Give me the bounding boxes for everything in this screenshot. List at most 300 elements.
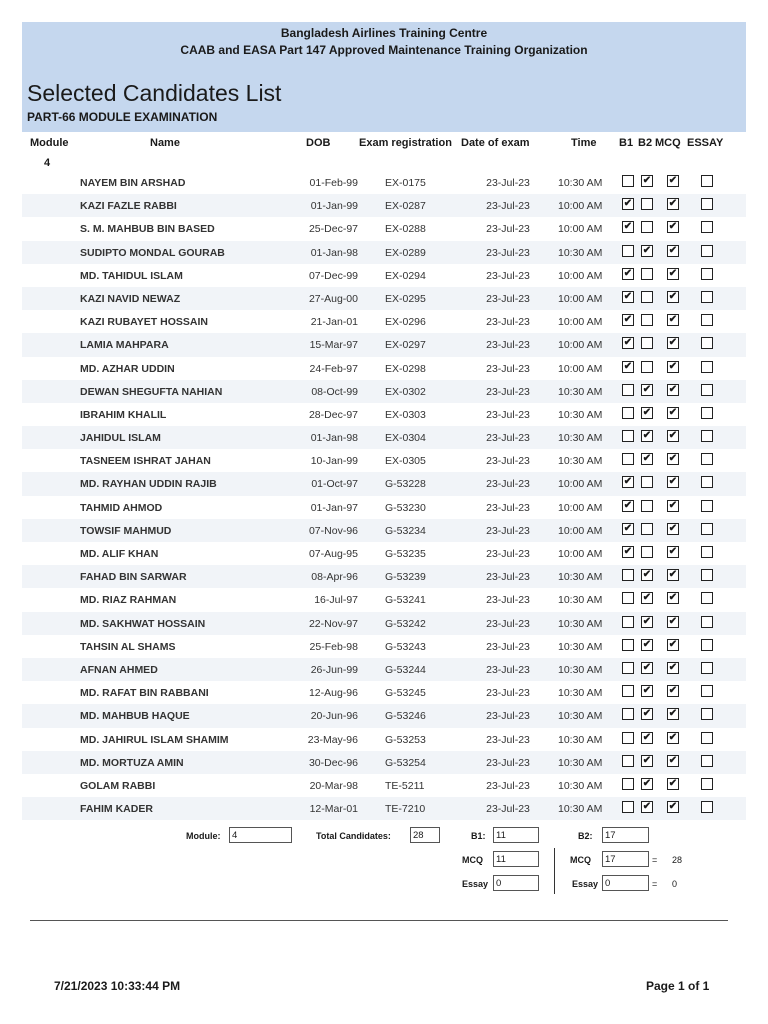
candidate-name: LAMIA MAHPARA xyxy=(80,339,169,352)
candidate-dob: 26-Jun-99 xyxy=(310,663,358,676)
summary-b1-label: B1: xyxy=(471,831,486,841)
b2-checkbox[interactable] xyxy=(641,221,653,233)
essay-checkbox[interactable] xyxy=(701,523,713,535)
b1-checkbox[interactable] xyxy=(622,755,634,767)
candidate-exam-date: 23-Jul-23 xyxy=(486,803,530,816)
candidate-exam-time: 10:30 AM xyxy=(558,779,603,792)
candidate-exam-date: 23-Jul-23 xyxy=(486,779,530,792)
candidate-name: S. M. MAHBUB BIN BASED xyxy=(80,223,215,236)
candidate-exam-time: 10:00 AM xyxy=(558,524,603,537)
b2-checkbox[interactable] xyxy=(641,546,653,558)
b1-checkbox[interactable]: ✔ xyxy=(623,198,633,210)
candidate-name: DEWAN SHEGUFTA NAHIAN xyxy=(80,385,223,398)
b2-checkbox[interactable]: ✔ xyxy=(642,638,652,650)
candidate-name: KAZI FAZLE RABBI xyxy=(80,200,177,213)
essay-checkbox[interactable] xyxy=(701,430,713,442)
b1-checkbox[interactable] xyxy=(622,175,634,187)
mcq-checkbox[interactable]: ✔ xyxy=(668,777,678,789)
mcq-checkbox[interactable]: ✔ xyxy=(668,731,678,743)
b1-checkbox[interactable]: ✔ xyxy=(623,314,633,326)
candidate-exam-registration: G-53253 xyxy=(385,733,426,746)
mcq-checkbox[interactable]: ✔ xyxy=(668,476,678,488)
candidate-dob: 12-Mar-01 xyxy=(309,803,358,816)
candidate-dob: 08-Apr-96 xyxy=(311,571,358,584)
candidate-name: MD. ALIF KHAN xyxy=(80,548,159,560)
mcq-checkbox[interactable]: ✔ xyxy=(668,198,678,210)
candidate-exam-registration: TE-7210 xyxy=(385,803,426,816)
mcq-checkbox[interactable]: ✔ xyxy=(668,383,678,395)
essay-checkbox[interactable] xyxy=(701,685,713,697)
b2-checkbox[interactable]: ✔ xyxy=(642,453,652,465)
page-number: Page 1 of 1 xyxy=(646,979,710,993)
candidate-exam-date: 23-Jul-23 xyxy=(486,385,530,398)
mcq-checkbox[interactable]: ✔ xyxy=(668,290,678,302)
candidate-dob: 07-Aug-95 xyxy=(308,548,358,560)
candidate-name: GOLAM RABBI xyxy=(80,779,156,792)
candidate-exam-time: 10:30 AM xyxy=(558,177,603,189)
summary-panel xyxy=(0,826,768,906)
candidate-exam-registration: EX-0288 xyxy=(385,223,426,236)
candidate-exam-date: 23-Jul-23 xyxy=(486,663,530,676)
essay-checkbox[interactable] xyxy=(701,639,713,651)
candidate-exam-time: 10:00 AM xyxy=(558,269,603,282)
candidate-exam-date: 23-Jul-23 xyxy=(486,200,530,213)
col-exam-registration: Exam registration xyxy=(359,137,452,149)
b2-checkbox[interactable]: ✔ xyxy=(642,685,652,697)
candidate-name: MD. MAHBUB HAQUE xyxy=(80,710,190,723)
mcq-checkbox[interactable]: ✔ xyxy=(668,267,678,279)
candidate-exam-registration: EX-0295 xyxy=(385,292,426,305)
summary-essay-total: 0 xyxy=(672,879,678,889)
essay-checkbox[interactable] xyxy=(701,198,713,210)
mcq-checkbox[interactable]: ✔ xyxy=(668,430,678,442)
b1-checkbox[interactable]: ✔ xyxy=(623,499,633,511)
candidate-exam-time: 10:30 AM xyxy=(558,246,603,259)
table-row xyxy=(22,774,746,797)
candidate-exam-time: 10:30 AM xyxy=(558,663,603,676)
candidate-name: MD. JAHIRUL ISLAM SHAMIM xyxy=(80,733,229,746)
b1-checkbox[interactable] xyxy=(622,453,634,465)
b2-checkbox[interactable] xyxy=(641,337,653,349)
mcq-checkbox[interactable]: ✔ xyxy=(668,754,678,766)
essay-checkbox[interactable] xyxy=(701,476,713,488)
summary-mcq-total: 28 xyxy=(672,855,683,865)
mcq-checkbox[interactable]: ✔ xyxy=(668,314,678,326)
essay-checkbox[interactable] xyxy=(701,314,713,326)
b1-checkbox[interactable] xyxy=(622,616,634,628)
candidate-exam-registration: EX-0297 xyxy=(385,339,426,352)
mcq-checkbox[interactable]: ✔ xyxy=(668,638,678,650)
mcq-checkbox[interactable]: ✔ xyxy=(668,453,678,465)
candidate-exam-date: 23-Jul-23 xyxy=(486,687,530,700)
candidate-dob: 08-Oct-99 xyxy=(311,385,358,398)
essay-checkbox[interactable] xyxy=(701,221,713,233)
mcq-checkbox[interactable]: ✔ xyxy=(668,499,678,511)
candidate-exam-time: 10:30 AM xyxy=(558,687,603,700)
candidate-name: MD. TAHIDUL ISLAM xyxy=(80,269,183,282)
essay-checkbox[interactable] xyxy=(701,708,713,720)
mcq-checkbox[interactable]: ✔ xyxy=(668,569,678,581)
summary-mcq-right-label: MCQ xyxy=(570,855,591,865)
table-row xyxy=(22,704,746,727)
summary-module-field[interactable]: 4 xyxy=(229,827,292,843)
essay-checkbox[interactable] xyxy=(701,245,713,257)
table-row xyxy=(22,449,746,472)
candidate-table xyxy=(22,171,746,820)
candidate-exam-date: 23-Jul-23 xyxy=(486,733,530,746)
essay-checkbox[interactable] xyxy=(701,407,713,419)
candidate-exam-time: 10:30 AM xyxy=(558,756,603,769)
summary-total-field[interactable]: 28 xyxy=(410,827,440,843)
candidate-name: TAHMID AHMOD xyxy=(80,501,163,514)
col-b1: B1 xyxy=(619,137,634,149)
candidate-exam-time: 10:00 AM xyxy=(558,478,603,491)
col-date-of-exam: Date of exam xyxy=(461,137,530,149)
candidate-dob: 01-Jan-99 xyxy=(310,200,358,213)
b2-checkbox[interactable]: ✔ xyxy=(642,777,652,789)
b2-checkbox[interactable] xyxy=(641,314,653,326)
col-module: Module xyxy=(30,137,69,149)
b1-checkbox[interactable]: ✔ xyxy=(623,546,633,557)
candidate-exam-date: 23-Jul-23 xyxy=(486,339,530,352)
mcq-checkbox[interactable]: ✔ xyxy=(668,801,678,813)
b1-checkbox[interactable]: ✔ xyxy=(623,476,633,488)
b1-checkbox[interactable]: ✔ xyxy=(623,360,633,372)
candidate-exam-date: 23-Jul-23 xyxy=(486,269,530,282)
candidate-exam-time: 10:30 AM xyxy=(558,733,603,746)
b1-checkbox[interactable] xyxy=(622,662,634,674)
candidate-exam-time: 10:30 AM xyxy=(558,455,603,468)
mcq-checkbox[interactable]: ✔ xyxy=(668,360,678,372)
b1-checkbox[interactable] xyxy=(622,685,634,697)
candidate-exam-registration: EX-0304 xyxy=(385,432,426,445)
summary-essay-right-label: Essay xyxy=(572,879,599,889)
candidate-dob: 12-Aug-96 xyxy=(308,687,358,700)
candidate-exam-date: 23-Jul-23 xyxy=(486,223,530,236)
candidate-dob: 01-Jan-98 xyxy=(310,432,358,445)
b1-checkbox[interactable] xyxy=(622,245,634,257)
summary-mcq-right-field[interactable]: 17 xyxy=(602,851,649,867)
candidate-name: MD. MORTUZA AMIN xyxy=(80,756,184,769)
table-row xyxy=(22,658,746,681)
candidate-exam-time: 10:30 AM xyxy=(558,617,603,630)
candidate-exam-date: 23-Jul-23 xyxy=(486,246,530,259)
candidate-exam-date: 23-Jul-23 xyxy=(486,594,530,607)
b1-checkbox[interactable]: ✔ xyxy=(623,522,633,534)
candidate-name: TAHSIN AL SHAMS xyxy=(80,640,176,653)
candidate-exam-registration: EX-0175 xyxy=(385,177,426,189)
summary-module-label: Module: xyxy=(186,831,221,841)
b2-checkbox[interactable]: ✔ xyxy=(642,731,652,743)
candidate-exam-registration: EX-0305 xyxy=(385,455,426,468)
candidate-dob: 16-Jul-97 xyxy=(314,594,358,607)
candidate-exam-registration: G-53228 xyxy=(385,478,426,491)
summary-essay-right-field[interactable]: 0 xyxy=(602,875,649,891)
b2-checkbox[interactable] xyxy=(641,476,653,488)
mcq-checkbox[interactable]: ✔ xyxy=(668,708,678,720)
table-row xyxy=(22,472,746,495)
b1-checkbox[interactable] xyxy=(622,430,634,442)
b2-checkbox[interactable]: ✔ xyxy=(642,430,652,442)
mcq-checkbox[interactable]: ✔ xyxy=(668,337,678,349)
b1-checkbox[interactable]: ✔ xyxy=(623,337,633,349)
candidate-dob: 07-Dec-99 xyxy=(308,269,358,282)
candidate-name: MD. RAFAT BIN RABBANI xyxy=(80,687,209,700)
essay-checkbox[interactable] xyxy=(701,801,713,813)
candidate-dob: 01-Oct-97 xyxy=(311,478,358,491)
candidate-exam-date: 23-Jul-23 xyxy=(486,710,530,723)
mcq-checkbox[interactable]: ✔ xyxy=(668,175,678,186)
candidate-name: IBRAHIM KHALIL xyxy=(80,408,167,421)
mcq-checkbox[interactable]: ✔ xyxy=(668,244,678,256)
table-row xyxy=(22,194,746,217)
candidate-exam-time: 10:00 AM xyxy=(558,339,603,352)
mcq-checkbox[interactable]: ✔ xyxy=(668,685,678,697)
summary-b2-field[interactable]: 17 xyxy=(602,827,649,843)
candidate-exam-time: 10:00 AM xyxy=(558,362,603,375)
table-row xyxy=(22,287,746,310)
summary-essay-equals: = xyxy=(652,879,658,889)
candidate-dob: 10-Jan-99 xyxy=(310,455,358,468)
col-time: Time xyxy=(571,137,597,149)
candidate-exam-registration: G-53234 xyxy=(385,524,426,537)
mcq-checkbox[interactable]: ✔ xyxy=(668,546,678,557)
candidate-exam-date: 23-Jul-23 xyxy=(486,571,530,584)
essay-checkbox[interactable] xyxy=(701,592,713,604)
col-b2: B2 xyxy=(638,137,653,149)
candidate-name: SUDIPTO MONDAL GOURAB xyxy=(80,246,225,259)
candidate-exam-date: 23-Jul-23 xyxy=(486,501,530,514)
candidate-name: FAHIM KADER xyxy=(80,803,153,816)
candidate-exam-registration: EX-0303 xyxy=(385,408,426,421)
essay-checkbox[interactable] xyxy=(701,384,713,396)
table-row xyxy=(22,797,746,820)
candidate-name: TASNEEM ISHRAT JAHAN xyxy=(80,455,211,468)
b2-checkbox[interactable]: ✔ xyxy=(642,592,652,604)
essay-checkbox[interactable] xyxy=(701,361,713,373)
candidate-exam-date: 23-Jul-23 xyxy=(486,455,530,468)
candidate-exam-registration: G-53244 xyxy=(385,663,426,676)
candidate-exam-date: 23-Jul-23 xyxy=(486,408,530,421)
page-title: Selected Candidates List xyxy=(27,80,282,106)
b1-checkbox[interactable] xyxy=(622,708,634,720)
essay-checkbox[interactable] xyxy=(701,500,713,512)
table-row xyxy=(22,426,746,449)
candidate-exam-registration: EX-0294 xyxy=(385,269,426,282)
mcq-checkbox[interactable]: ✔ xyxy=(668,522,678,534)
candidate-exam-time: 10:30 AM xyxy=(558,803,603,816)
mcq-checkbox[interactable]: ✔ xyxy=(668,221,678,233)
candidate-dob: 23-May-96 xyxy=(307,733,358,746)
b1-checkbox[interactable]: ✔ xyxy=(623,290,633,302)
candidate-name: JAHIDUL ISLAM xyxy=(80,432,161,445)
candidate-exam-date: 23-Jul-23 xyxy=(486,316,530,329)
b2-checkbox[interactable]: ✔ xyxy=(642,661,652,673)
candidate-exam-time: 10:00 AM xyxy=(558,200,603,213)
mcq-checkbox[interactable]: ✔ xyxy=(668,615,678,627)
b2-checkbox[interactable]: ✔ xyxy=(642,801,652,813)
mcq-checkbox[interactable]: ✔ xyxy=(668,661,678,673)
candidate-exam-date: 23-Jul-23 xyxy=(486,640,530,653)
table-row xyxy=(22,171,746,194)
b2-checkbox[interactable]: ✔ xyxy=(642,615,652,627)
candidate-exam-registration: TE-5211 xyxy=(385,779,425,792)
candidate-dob: 27-Aug-00 xyxy=(308,292,358,305)
table-row xyxy=(22,241,746,264)
b2-checkbox[interactable] xyxy=(641,198,653,210)
essay-checkbox[interactable] xyxy=(701,755,713,767)
candidate-dob: 22-Nov-97 xyxy=(308,617,358,630)
b2-checkbox[interactable] xyxy=(641,523,653,535)
candidate-exam-time: 10:30 AM xyxy=(558,594,603,607)
report-header xyxy=(22,22,746,132)
candidate-name: FAHAD BIN SARWAR xyxy=(80,571,187,584)
table-row xyxy=(22,264,746,287)
summary-essay-left-field[interactable]: 0 xyxy=(493,875,539,891)
b1-checkbox[interactable] xyxy=(622,384,634,396)
essay-checkbox[interactable] xyxy=(701,569,713,581)
summary-divider xyxy=(554,848,555,894)
candidate-dob: 01-Feb-99 xyxy=(309,177,358,189)
table-row xyxy=(22,333,746,356)
mcq-checkbox[interactable]: ✔ xyxy=(668,406,678,418)
b2-checkbox[interactable] xyxy=(641,291,653,303)
candidate-dob: 01-Jan-97 xyxy=(310,501,358,514)
candidate-exam-registration: G-53245 xyxy=(385,687,426,700)
col-dob: DOB xyxy=(306,137,331,149)
candidate-exam-time: 10:30 AM xyxy=(558,432,603,445)
b2-checkbox[interactable]: ✔ xyxy=(642,754,652,766)
table-row xyxy=(22,542,746,565)
candidate-exam-time: 10:30 AM xyxy=(558,710,603,723)
b2-checkbox[interactable]: ✔ xyxy=(642,383,652,395)
candidate-exam-time: 10:00 AM xyxy=(558,501,603,514)
candidate-dob: 07-Nov-96 xyxy=(308,524,358,537)
candidate-exam-date: 23-Jul-23 xyxy=(486,756,530,769)
candidate-exam-registration: G-53235 xyxy=(385,548,426,560)
candidate-exam-time: 10:00 AM xyxy=(558,316,603,329)
essay-checkbox[interactable] xyxy=(701,662,713,674)
b1-checkbox[interactable] xyxy=(622,569,634,581)
candidate-dob: 25-Feb-98 xyxy=(309,640,358,653)
b1-checkbox[interactable]: ✔ xyxy=(623,267,633,279)
candidate-exam-registration: EX-0296 xyxy=(385,316,426,329)
b2-checkbox[interactable]: ✔ xyxy=(642,569,652,581)
candidate-exam-time: 10:30 AM xyxy=(558,640,603,653)
summary-b1-field[interactable]: 11 xyxy=(493,827,539,843)
candidate-name: MD. RIAZ RAHMAN xyxy=(80,594,177,607)
col-mcq: MCQ xyxy=(655,137,681,149)
table-row xyxy=(22,310,746,333)
b1-checkbox[interactable] xyxy=(622,407,634,419)
candidate-exam-date: 23-Jul-23 xyxy=(486,177,530,189)
essay-checkbox[interactable] xyxy=(701,175,713,187)
candidate-exam-time: 10:00 AM xyxy=(558,292,603,305)
table-row xyxy=(22,519,746,542)
candidate-exam-registration: G-53239 xyxy=(385,571,426,584)
b2-checkbox[interactable] xyxy=(641,500,653,512)
mcq-checkbox[interactable]: ✔ xyxy=(668,592,678,604)
candidate-exam-date: 23-Jul-23 xyxy=(486,432,530,445)
essay-checkbox[interactable] xyxy=(701,778,713,790)
footer-divider xyxy=(30,920,728,921)
table-row xyxy=(22,728,746,751)
essay-checkbox[interactable] xyxy=(701,616,713,628)
candidate-dob: 24-Feb-97 xyxy=(309,362,358,375)
b1-checkbox[interactable] xyxy=(622,732,634,744)
candidate-dob: 20-Mar-98 xyxy=(309,779,358,792)
candidate-exam-registration: EX-0289 xyxy=(385,246,426,259)
candidate-name: MD. AZHAR UDDIN xyxy=(80,362,175,375)
candidate-name: MD. SAKHWAT HOSSAIN xyxy=(80,617,206,630)
essay-checkbox[interactable] xyxy=(701,546,713,558)
col-name: Name xyxy=(150,137,180,149)
table-row xyxy=(22,403,746,426)
candidate-dob: 15-Mar-97 xyxy=(309,339,358,352)
table-row xyxy=(22,357,746,380)
candidate-name: NAYEM BIN ARSHAD xyxy=(80,177,186,189)
b2-checkbox[interactable]: ✔ xyxy=(642,175,652,186)
essay-checkbox[interactable] xyxy=(701,732,713,744)
candidate-dob: 21-Jan-01 xyxy=(310,316,358,329)
candidate-exam-registration: EX-0298 xyxy=(385,362,426,375)
candidate-exam-time: 10:30 AM xyxy=(558,408,603,421)
b2-checkbox[interactable]: ✔ xyxy=(642,244,652,256)
table-row xyxy=(22,612,746,635)
candidate-dob: 28-Dec-97 xyxy=(308,408,358,421)
candidate-exam-time: 10:30 AM xyxy=(558,571,603,584)
candidate-exam-time: 10:30 AM xyxy=(558,385,603,398)
summary-total-label: Total Candidates: xyxy=(316,831,391,841)
b1-checkbox[interactable] xyxy=(622,801,634,813)
b2-checkbox[interactable] xyxy=(641,268,653,280)
candidate-exam-registration: G-53241 xyxy=(385,594,426,607)
page-subtitle: PART-66 MODULE EXAMINATION xyxy=(27,110,218,124)
candidate-exam-registration: G-53243 xyxy=(385,640,426,653)
table-row xyxy=(22,751,746,774)
candidate-exam-registration: EX-0287 xyxy=(385,200,426,213)
b1-checkbox[interactable]: ✔ xyxy=(623,221,633,233)
table-row xyxy=(22,635,746,658)
essay-checkbox[interactable] xyxy=(701,453,713,465)
candidate-dob: 30-Dec-96 xyxy=(308,756,358,769)
organization-approval: CAAB and EASA Part 147 Approved Maintenance Training Organization xyxy=(180,43,588,57)
b2-checkbox[interactable]: ✔ xyxy=(642,708,652,720)
candidate-exam-date: 23-Jul-23 xyxy=(486,524,530,537)
essay-checkbox[interactable] xyxy=(701,291,713,303)
b2-checkbox[interactable] xyxy=(641,361,653,373)
b1-checkbox[interactable] xyxy=(622,639,634,651)
table-row xyxy=(22,496,746,519)
b1-checkbox[interactable] xyxy=(622,592,634,604)
candidate-exam-date: 23-Jul-23 xyxy=(486,362,530,375)
candidate-dob: 20-Jun-96 xyxy=(310,710,358,723)
b1-checkbox[interactable] xyxy=(622,778,634,790)
b2-checkbox[interactable]: ✔ xyxy=(642,406,652,418)
essay-checkbox[interactable] xyxy=(701,268,713,280)
candidate-exam-date: 23-Jul-23 xyxy=(486,548,530,560)
candidate-name: KAZI NAVID NEWAZ xyxy=(80,292,181,305)
col-essay: ESSAY xyxy=(687,137,724,149)
candidate-exam-registration: EX-0302 xyxy=(385,385,426,398)
candidate-dob: 25-Dec-97 xyxy=(308,223,358,236)
candidate-exam-registration: G-53230 xyxy=(385,501,426,514)
summary-mcq-equals: = xyxy=(652,855,658,865)
essay-checkbox[interactable] xyxy=(701,337,713,349)
candidate-dob: 01-Jan-98 xyxy=(310,246,358,259)
candidate-name: AFNAN AHMED xyxy=(80,663,158,676)
summary-mcq-left-field[interactable]: 11 xyxy=(493,851,539,867)
